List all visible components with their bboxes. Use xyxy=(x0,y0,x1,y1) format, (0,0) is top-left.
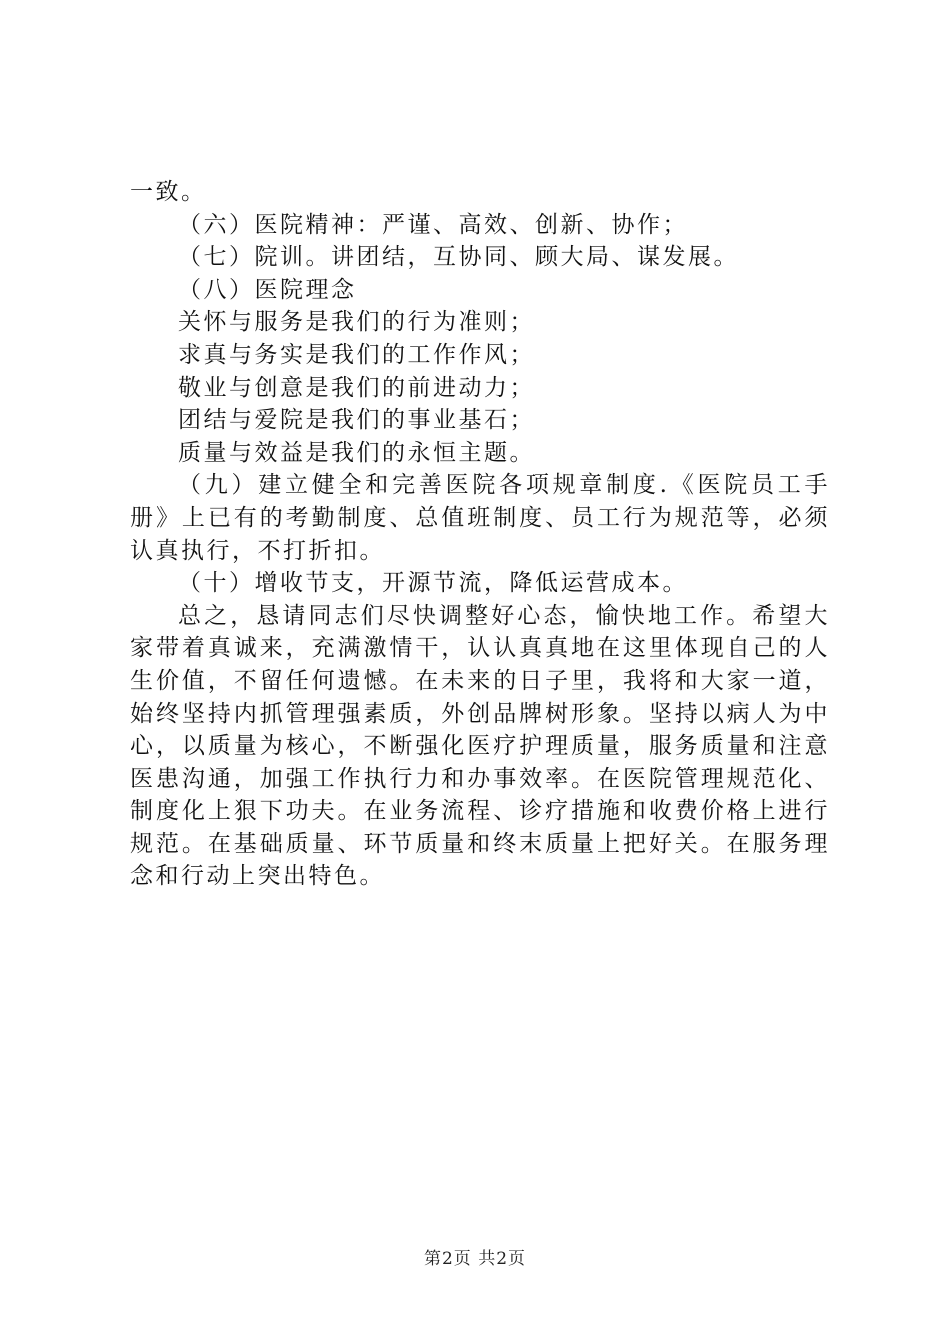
concept-line-dedication: 敬业与创意是我们的前进动力； xyxy=(178,374,535,401)
paragraph-hospital-spirit: （六）医院精神：严谨、高效、创新、协作； xyxy=(178,211,688,238)
concept-line-care-service: 关怀与服务是我们的行为准则； xyxy=(178,309,535,336)
page-number-footer: 第2页 共2页 xyxy=(423,1249,527,1269)
paragraph-cost-control: （十）增收节支，开源节流，降低运营成本。 xyxy=(178,570,688,597)
paragraph-continuation: 一致。 xyxy=(130,179,207,205)
paragraph-hospital-concept-heading: （八）医院理念 xyxy=(178,276,357,303)
document-body xyxy=(130,176,830,893)
concept-line-truth-practice: 求真与务实是我们的工作作风； xyxy=(178,341,535,368)
paragraph-conclusion: 总之，恳请同志们尽快调整好心态，愉快地工作。希望大家带着真诚来，充满激情干，认认真真地在这里体现自己的人生价值，不留任何遗憾。在未来的日子里，我将和大家一道，始终坚持内抓管理强素质，外创品牌树形象。坚持以病人为中心，以质量为核心，不断强化医疗护理质量，服务质量和注意医患沟通，加强工作执行力和办事效率。在医院管理规范化、制度化上狠下功夫。在业务流程、诊疗措施和收费价格上进行规范。在基础质量、环节质量和终末质量上把好关。在服务理念和行动上突出特色。 xyxy=(130,602,830,890)
paragraph-hospital-motto: （七）院训。讲团结，互协同、顾大局、谋发展。 xyxy=(178,244,739,271)
concept-line-unity: 团结与爱院是我们的事业基石； xyxy=(178,407,535,434)
paragraph-regulations: （九）建立健全和完善医院各项规章制度.《医院员工手册》上已有的考勤制度、总值班制度、员工行为规范等，必须认真执行，不打折扣。 xyxy=(130,472,830,564)
concept-line-quality: 质量与效益是我们的永恒主题。 xyxy=(178,439,535,466)
